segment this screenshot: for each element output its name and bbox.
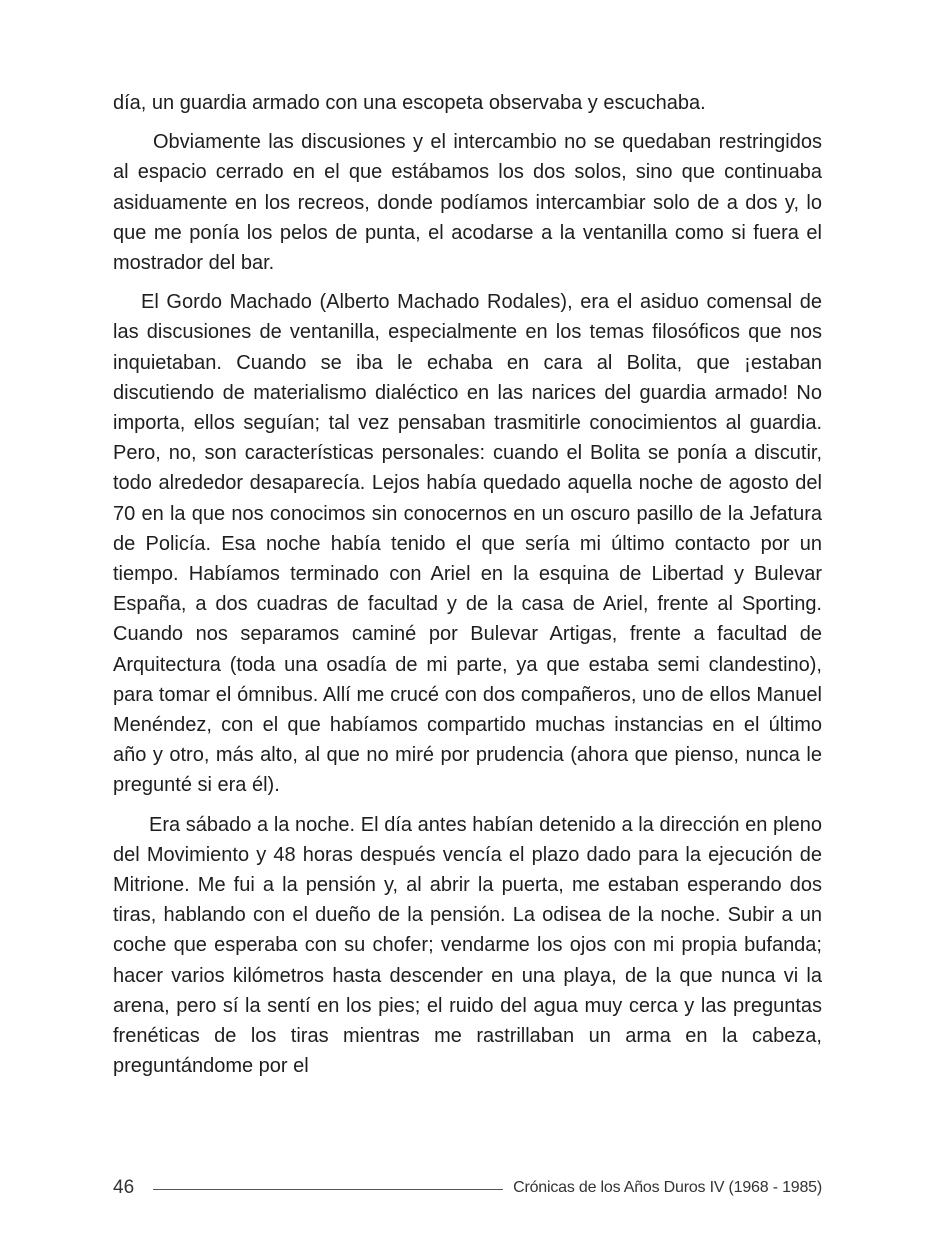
paragraph-gordo-machado: El Gordo Machado (Alberto Machado Rodales), era el asiduo comensal de las discusiones de ventanilla, especialmente en los temas filosóficos que nos inquietaban. Cuando se iba le echaba en cara al Bolita, que ¡estaban discutiendo de materialismo dialéctico en las narices del guardia armado! No importa, ellos seguían; tal vez pensaban trasmitirle conocimientos al guardia. Pero, no, son características personales: cuando el Bolita se ponía a discutir, todo alrededor desaparecía. Lejos había quedado aquella noche de agosto del 70 en la que nos conocimos sin conocernos en un oscuro pasillo de la Jefatura de Policía. Esa noche había tenido el que sería mi último contacto por un tiempo. Habíamos terminado con Ariel en la esquina de Libertad y Bulevar España, a dos cuadras de facultad y de la casa de Ariel, frente al Sporting. Cuando nos separamos caminé por Bulevar Artigas, frente a facultad de Arquitectura (toda una osadía de mi parte, ya que estaba semi clandestino), para tomar el ómnibus. Allí me crucé con dos compañeros, uno de ellos Manuel Menéndez, con el que habíamos compartido muchas instancias en el último año y otro, más alto, al que no miré por prudencia (ahora que pienso, nunca le pregunté si era él). bbox=[113, 291, 822, 797]
page-number: 46 bbox=[113, 1177, 135, 1198]
page-footer bbox=[113, 1174, 822, 1202]
paragraph-continuation: día, un guardia armado con una escopeta observaba y escuchaba. bbox=[113, 92, 706, 114]
body-text bbox=[113, 88, 822, 1091]
running-footer-title: Crónicas de los Años Duros IV (1968 - 1985) bbox=[513, 1179, 822, 1196]
footer-divider bbox=[153, 1189, 503, 1190]
paragraph-sabado-noche: Era sábado a la noche. El día antes habían detenido a la dirección en pleno del Movimiento y 48 horas después vencía el plazo dado para la ejecución de Mitrione. Me fui a la pensión y, al abrir la puerta, me estaban esperando dos tiras, hablando con el dueño de la pensión. La odisea de la noche. Subir a un coche que esperaba con su chofer; vendarme los ojos con mi propia bufanda; hacer varios kilómetros hasta descender en una playa, de la que nunca vi la arena, pero sí la sentí en los pies; el ruido del agua muy cerca y las preguntas frenéticas de los tiras mientras me rastrillaban un arma en la cabeza, preguntándome por el bbox=[113, 813, 822, 1078]
paragraph-discusiones: Obviamente las discusiones y el intercambio no se quedaban restringidos al espacio cerrado en el que estábamos los dos solos, sino que continuaba asiduamente en los recreos, donde podíamos intercambiar solo de a dos y, lo que me ponía los pelos de punta, el acodarse a la ventanilla como si fuera el mostrador del bar. bbox=[113, 131, 822, 275]
